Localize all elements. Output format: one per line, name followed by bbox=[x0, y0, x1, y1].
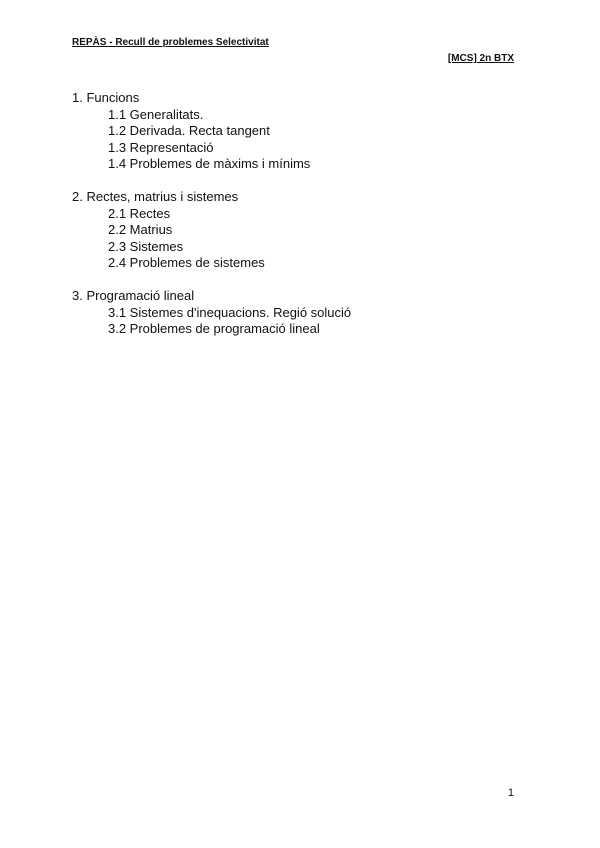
toc-section-title: 3. Programació lineal bbox=[72, 287, 195, 303]
toc-section-funcions bbox=[72, 90, 532, 173]
toc-item: 1.1 Generalitats. bbox=[108, 106, 204, 122]
course-label: [MCS] 2n BTX bbox=[447, 53, 514, 64]
toc-item: 1.3 Representació bbox=[108, 139, 214, 155]
toc-section-title: 1. Funcions bbox=[72, 90, 140, 105]
table-of-contents bbox=[72, 90, 532, 354]
toc-item: 1.2 Derivada. Recta tangent bbox=[108, 123, 270, 139]
toc-item: 1.4 Problemes de màxims i mínims bbox=[108, 156, 311, 172]
toc-item: 2.4 Problemes de sistemes bbox=[108, 255, 265, 271]
toc-item: 3.2 Problemes de programació lineal bbox=[108, 321, 320, 337]
toc-section-title: 2. Rectes, matrius i sistemes bbox=[72, 188, 239, 204]
toc-section-programacio-lineal bbox=[72, 288, 532, 338]
toc-section-rectes-matrius-sistemes bbox=[72, 189, 532, 272]
toc-item: 2.2 Matrius bbox=[108, 222, 173, 238]
toc-item: 2.3 Sistemes bbox=[108, 238, 184, 254]
toc-item: 3.1 Sistemes d'inequacions. Regió solució bbox=[108, 304, 352, 320]
page-number: 1 bbox=[507, 787, 514, 799]
document-header-title: REPÀS - Recull de problemes Selectivitat bbox=[72, 37, 269, 48]
toc-item: 2.1 Rectes bbox=[108, 205, 171, 221]
